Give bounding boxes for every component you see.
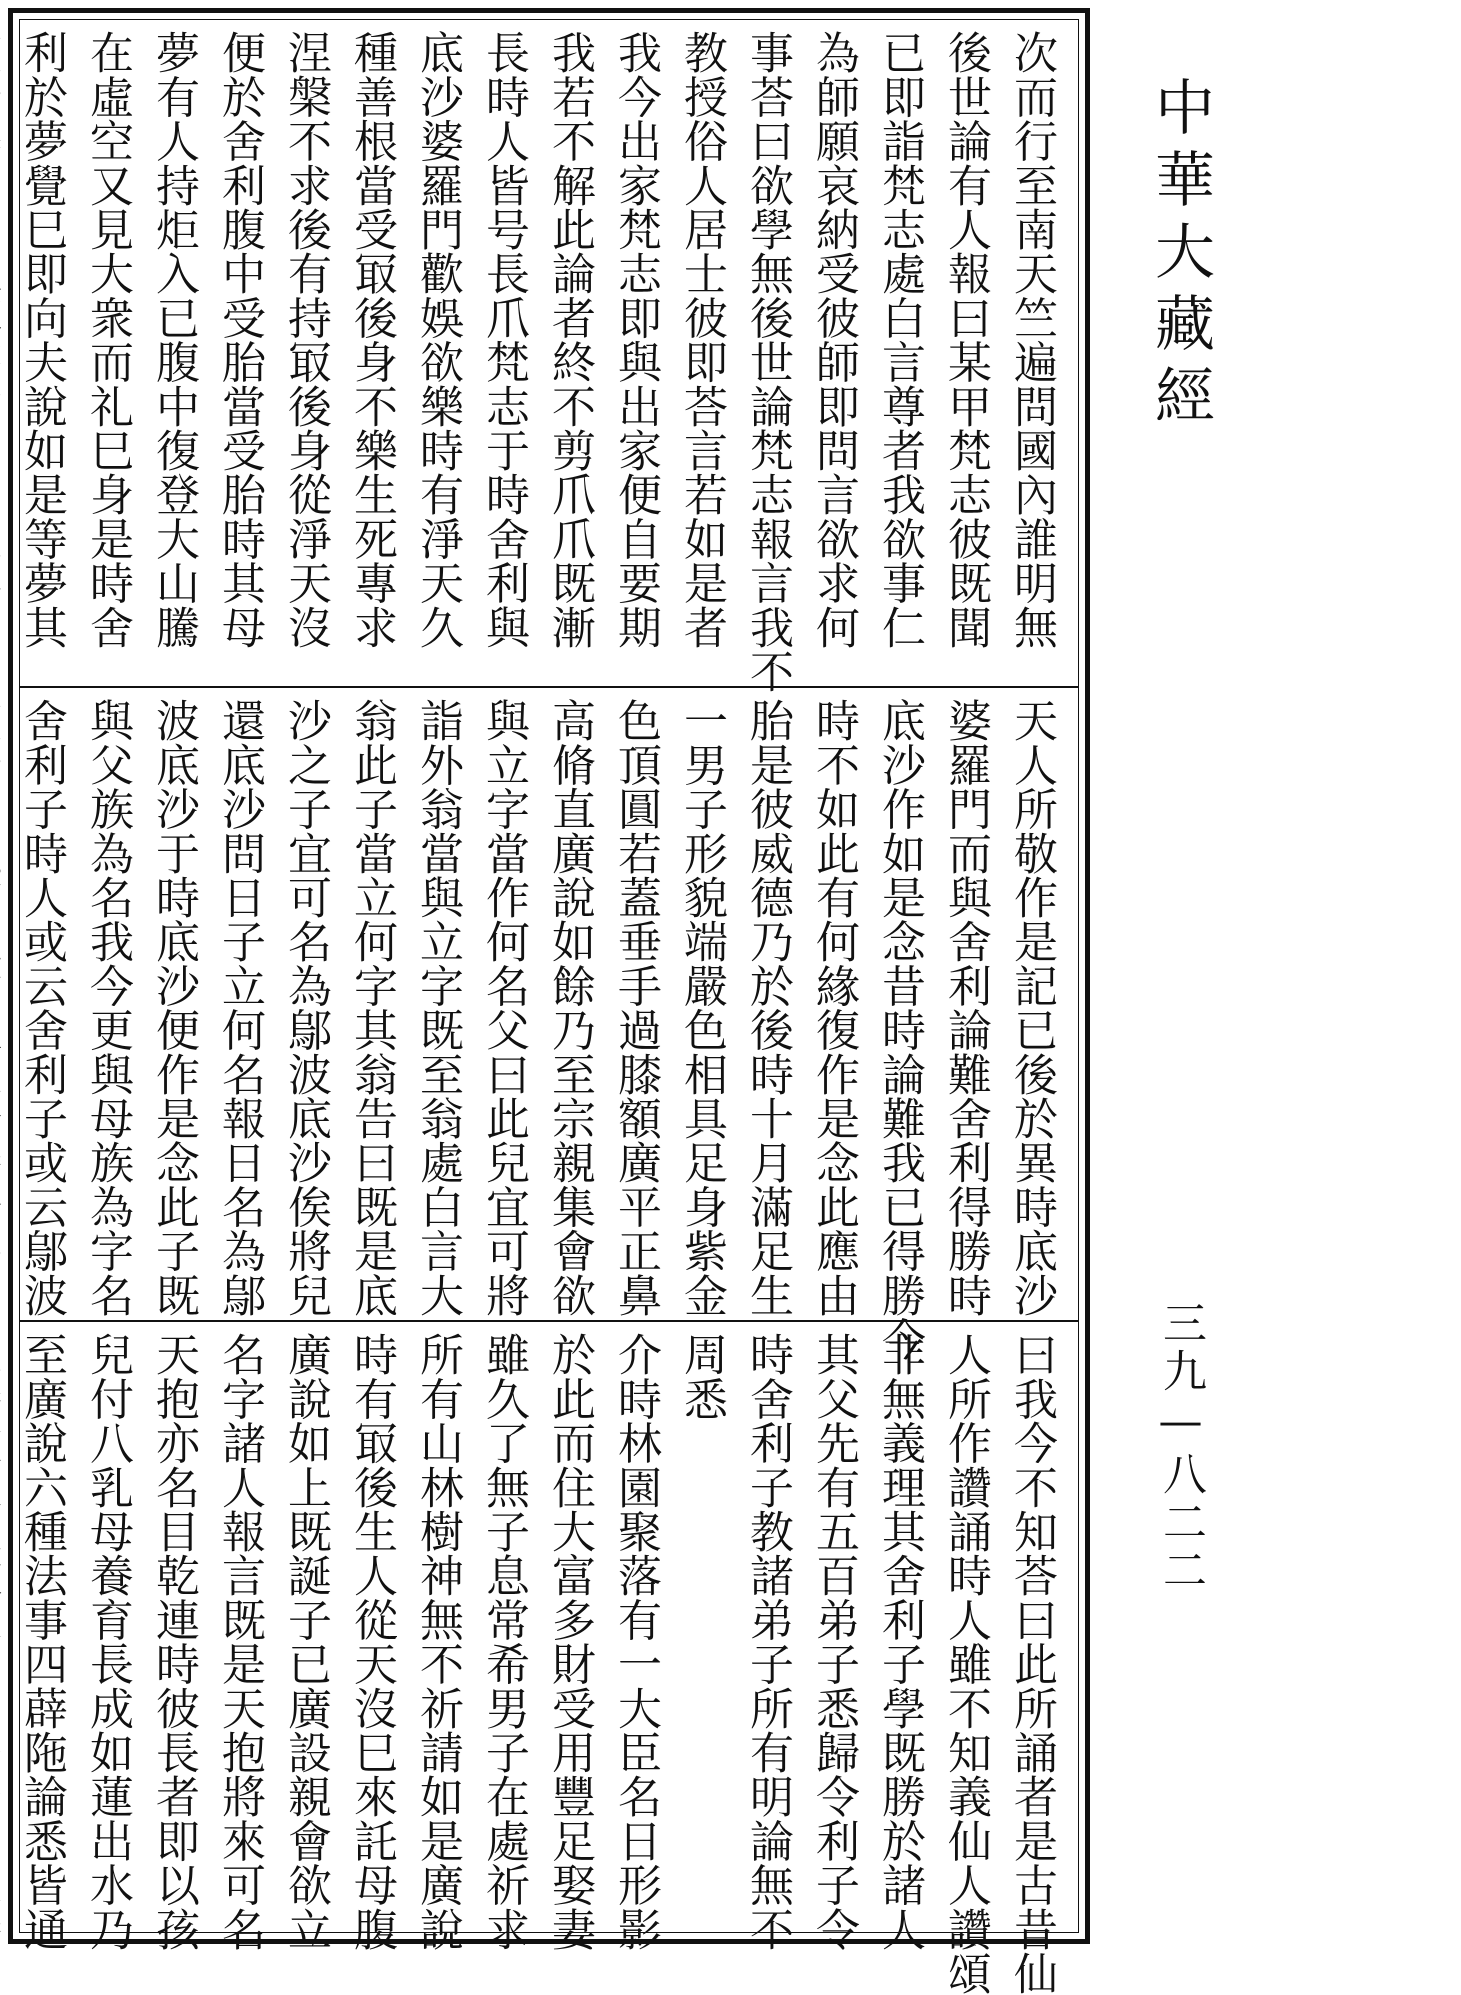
text-column: 夢有人持炬入已腹中復登大山騰 (148, 30, 199, 649)
text-column: 便於舍利腹中受胎當受胎時其母 (214, 30, 265, 649)
text-column: 非無義理其舍利子學既勝於諸人 (874, 1332, 925, 1951)
text-column: 在虛空又見大衆而礼巳身是時舍 (82, 30, 133, 649)
text-column: 為師願哀納受彼師即問言欲求何 (808, 30, 859, 649)
text-column: 婆羅門而與舍利論難舍利得勝時 (940, 698, 991, 1317)
text-column: 與父族為名我今更與母族為字名 (82, 698, 133, 1317)
text-column: 人所作讚誦時人雖不知義仙人讚頌 (940, 1332, 991, 1995)
text-column (0, 698, 8, 1312)
text-column: 其父先有五百弟子悉歸令利子令 (808, 1332, 859, 1951)
text-column: 底沙作如是念昔時論難我已得勝今 (874, 698, 925, 1361)
text-column (0, 30, 8, 678)
page-number: 三九—八二二 (1155, 1300, 1206, 1595)
text-column: 利於夢覺巳即向夫說如是等夢其 (16, 30, 67, 649)
text-column: 我若不解此論者終不剪爪爪既漸 (544, 30, 595, 649)
text-column: 所有山林樹神無不祈請如是廣說 (412, 1332, 463, 1951)
text-column: 名字諸人報言既是天抱將來可名 (214, 1332, 265, 1951)
text-column: 次而行至南天竺遍問國內誰明無 (1006, 30, 1057, 649)
text-column: 舍利子時人或云舍利子或云鄔波 (16, 698, 67, 1317)
text-column: 天人所敬作是記已後於異時底沙 (1006, 698, 1057, 1317)
text-column: 周悉 (676, 1332, 727, 1421)
text-column: 波底沙于時底沙便作是念此子既 (148, 698, 199, 1317)
text-column: 高脩直廣說如餘乃至宗親集會欲 (544, 698, 595, 1317)
text-column: 沙之子宜可名為鄔波底沙俟將兒 (280, 698, 331, 1317)
text-column: 與立字當作何名父曰此兒宜可將 (478, 698, 529, 1317)
text-column: 天抱亦名目乾連時彼長者即以孩 (148, 1332, 199, 1951)
text-column: 我今出家梵志即與出家便自要期 (610, 30, 661, 649)
text-column: 胎是彼威德乃於後時十月滿足生 (742, 698, 793, 1317)
text-column: 還底沙問日子立何名報日名為鄔 (214, 698, 265, 1317)
sutra-page-frame (8, 8, 1090, 1995)
text-column: 兒付八乳母養育長成如蓮出水乃 (82, 1332, 133, 1951)
text-column: 底沙婆羅門歡娛欲樂時有淨天久 (412, 30, 463, 649)
text-column: 後世論有人報曰某甲梵志彼既聞 (940, 30, 991, 649)
text-column: 曰我今不知荅曰此所誦者是古昔仙 (1006, 1332, 1057, 1995)
text-column: 一男子形貌端嚴色相具足身紫金 (676, 698, 727, 1317)
text-column: 事荅曰欲學無後世論梵志報言我不 (742, 30, 793, 693)
text-column: 色頂圓若蓋垂手過膝額廣平正鼻 (610, 698, 661, 1317)
text-column: 翁此子當立何字其翁告曰既是底 (346, 698, 397, 1317)
text-panel-3 (16, 1322, 1078, 1995)
text-column: 至廣說六種法事四薜陁論悉皆通 (16, 1332, 67, 1951)
text-column: 介時林園聚落有一大臣名日形影 (610, 1332, 661, 1951)
text-column: 廣說如上既誕子已廣設親會欲立 (280, 1332, 331, 1951)
text-panel-1 (16, 20, 1078, 693)
text-column: 時有冣後生人從天沒巳來託母腹 (346, 1332, 397, 1951)
text-column: 種善根當受冣後身不樂生死專求 (346, 30, 397, 649)
text-column: 涅槃不求後有持冣後身從淨天沒 (280, 30, 331, 649)
text-column: 於此而住大富多財受用豐足娶妻 (544, 1332, 595, 1951)
text-column: 雖久了無子息常希男子在處祈求 (478, 1332, 529, 1951)
text-panel-2 (16, 688, 1078, 1361)
text-column (0, 1332, 8, 1936)
text-column: 時不如此有何緣復作是念此應由 (808, 698, 859, 1317)
collection-title: 中華大藏經 (1145, 76, 1215, 436)
text-column: 詣外翁當與立字既至翁處白言大 (412, 698, 463, 1317)
text-column: 長時人皆号長爪梵志于時舍利與 (478, 30, 529, 649)
inner-border (16, 19, 1079, 1995)
text-column: 教授俗人居士彼即荅言若如是者 (676, 30, 727, 649)
text-column: 時舍利子教諸弟子所有明論無不 (742, 1332, 793, 1951)
text-column: 已即詣梵志處白言尊者我欲事仁 (874, 30, 925, 649)
